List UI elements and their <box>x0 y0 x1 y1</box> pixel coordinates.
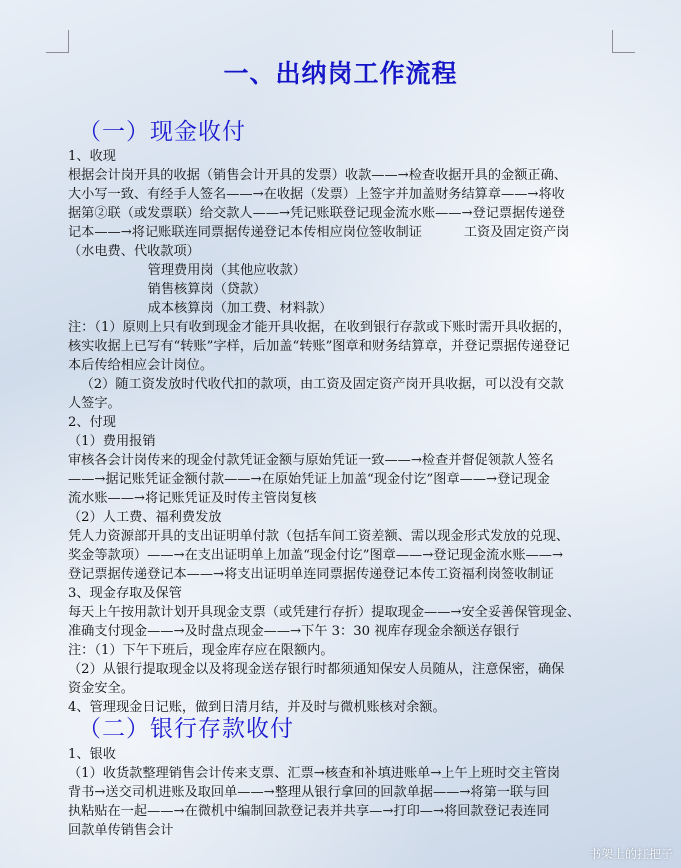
text-line: （1）收货款整理销售会计传来支票、汇票→核查和补填进账单→上午上班时交主管岗 <box>68 766 561 781</box>
text-line: （2）随工资发放时代收代扣的款项，由工资及固定资产岗开具收据，可以没有交款 <box>68 377 564 392</box>
text-line: 核实收据上已写有“转账”字样，后加盖“转账”图章和财务结算章，并登记票据传递登记 <box>68 339 570 354</box>
text-line: 奖金等款项）——→在支出证明单上加盖“现金付讫”图章——→登记现金流水账——→ <box>68 548 564 563</box>
text-line: 背书→送交司机进账及取回单——→整理从银行拿回的回款单据——→将第一联与回 <box>68 785 550 800</box>
text-line: （水电费、代收款项） <box>68 244 200 259</box>
text-line: 1、收现 <box>68 149 116 164</box>
text-line: （1）费用报销 <box>68 434 156 449</box>
text-line: （2）人工费、福利费发放 <box>68 510 222 525</box>
text-line: 4、管理现金日记账，做到日清月结，并及时与微机账核对余额。 <box>68 700 446 715</box>
text-line: 成本核算岗（加工费、材料款） <box>68 301 333 316</box>
section-body-bank <box>68 745 628 840</box>
watermark-text: 书架上的扛把子 <box>588 847 673 861</box>
text-line: 据第②联（或发票联）给交款人——→凭记账联登记现金流水账——→登记票据传递登 <box>68 206 565 221</box>
text-line: 1、银收 <box>68 747 116 762</box>
text-line: 回款单传销售会计 <box>68 823 174 838</box>
text-line: 凭人力资源部开具的支出证明单付款（包括车间工资差额、需以现金形式发放的兑现、 <box>68 529 570 544</box>
text-line: 管理费用岗（其他应收款） <box>68 263 306 278</box>
text-line: 执粘贴在一起——→在微机中编制回款登记表并共享—→打印—→将回款登记表连同 <box>68 804 550 819</box>
text-line: 注：（1）原则上只有收到现金才能开具收据，在收到银行存款或下账时需开具收据的， <box>68 320 571 335</box>
text-line: 根据会计岗开具的收据（销售会计开具的发票）收款——→检查收据开具的金额正确、 <box>68 168 567 183</box>
text-line: 资金安全。 <box>68 681 134 696</box>
text-line: 销售核算岗（贷款） <box>68 282 267 297</box>
text-line: 记本——→将记账联连同票据传递登记本传相应岗位签收制证 工资及固定资产岗 <box>68 225 570 240</box>
text-line: ——→据记账凭证金额付款——→在原始凭证上加盖“现金付讫”图章——→登记现金 <box>68 472 550 487</box>
text-line: 审核各会计岗传来的现金付款凭证金额与原始凭证一致——→检查并督促领款人签名 <box>68 453 554 468</box>
crop-mark-top-left <box>46 30 69 53</box>
text-line: 准确支付现金——→及时盘点现金——→下午 3：30 视库存现金余额送存银行 <box>68 624 520 639</box>
text-line: 注：（1）下午下班后，现金库存应在限额内。 <box>68 643 334 658</box>
crop-mark-top-right <box>612 30 635 53</box>
section-body-cash <box>68 147 628 717</box>
text-line: 人签字。 <box>68 396 121 411</box>
text-line: 本后传给相应会计岗位。 <box>68 358 214 373</box>
section-heading-cash: （一）现金收付 <box>78 119 246 145</box>
text-line: 大小写一致、有经手人签名——→在收据（发票）上签字并加盖财务结算章——→将收 <box>68 187 565 202</box>
page-title: 一、出纳岗工作流程 <box>223 59 458 88</box>
section-heading-bank: （二）银行存款收付 <box>78 716 294 742</box>
text-line: 登记票据传递登记本——→将支出证明单连同票据传递登记本传工资福利岗签收制证 <box>68 567 554 582</box>
text-line: 2、付现 <box>68 415 116 430</box>
text-line: 3、现金存取及保管 <box>68 586 182 601</box>
text-line: 每天上午按用款计划开具现金支票（或凭建行存折）提取现金——→安全妥善保管现金、 <box>68 605 581 620</box>
text-line: （2）从银行提取现金以及将现金送存银行时都须通知保安人员随从，注意保密，确保 <box>68 662 565 677</box>
text-line: 流水账——→将记账凭证及时传主管岗复核 <box>68 491 317 506</box>
